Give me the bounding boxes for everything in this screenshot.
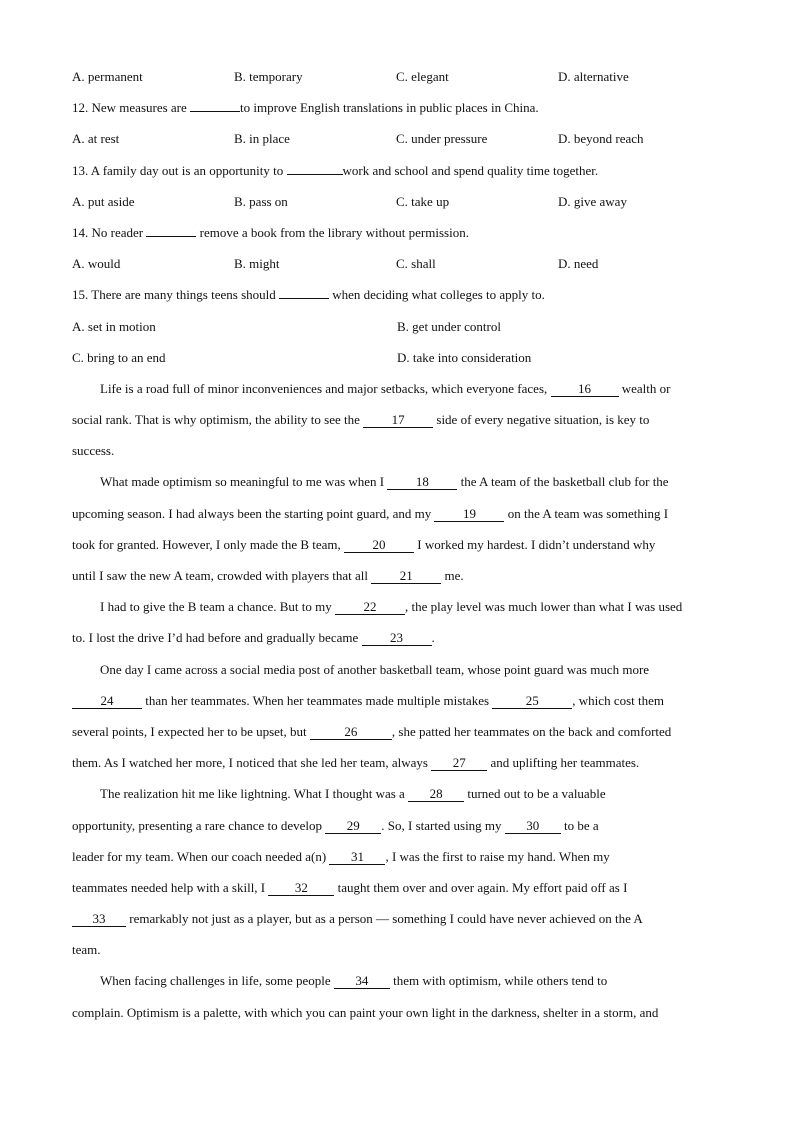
passage-line: One day I came across a social media post of another basketball team, whose point guard was much more [100,661,650,677]
passage-line: until I saw the new A team, crowded with players that all 21 me. [72,568,464,583]
cloze-blank-17: 17 [363,413,433,428]
passage-line: upcoming season. I had always been the starting point guard, and my 19 on the A team was something I [72,505,669,521]
question-14: 14. No reader remove a book from the library without permission. [72,217,724,248]
option-d[interactable]: D. take into consideration [397,349,532,365]
answer-blank [146,222,196,237]
option-a[interactable]: A. put aside [72,193,135,209]
passage-line: team. [72,942,101,958]
option-a[interactable]: A. permanent [72,69,143,84]
passage-line: When facing challenges in life, some people 34 them with optimism, while others tend to [100,973,608,989]
cloze-blank-34: 34 [334,974,390,989]
cloze-blank-24: 24 [72,694,142,709]
passage-line: 33 remarkably not just as a player, but as a person — something I could have never achieved on the A [72,903,724,934]
cloze-blank-18: 18 [387,475,457,490]
cloze-blank-32: 32 [268,881,334,896]
q12-options [72,123,724,154]
cloze-blank-31: 31 [329,850,385,865]
q13-options [72,186,724,217]
option-b[interactable]: B. might [234,256,280,272]
option-a[interactable]: A. at rest [72,131,120,147]
question-12: 12. New measures are to improve English translations in public places in China. [72,92,724,123]
q14-options [72,248,724,279]
option-d[interactable]: D. give away [558,193,627,209]
passage-line: opportunity, presenting a rare chance to develop 29 . So, I started using my 30 to be a [72,817,599,833]
option-c[interactable]: C. take up [396,193,450,209]
cloze-blank-28: 28 [408,787,464,802]
cloze-blank-21: 21 [371,569,441,584]
answer-blank [287,160,343,175]
option-c[interactable]: C. bring to an end [72,349,166,365]
cloze-blank-26: 26 [310,725,392,740]
passage-line: took for granted. However, I only made the B team, 20 I worked my hardest. I didn’t understand why [72,536,656,552]
option-d[interactable]: D. beyond reach [558,131,644,147]
passage-line: What made optimism so meaningful to me was when I 18 the A team of the basketball club for the [100,474,669,490]
cloze-blank-29: 29 [325,819,381,834]
option-d[interactable]: D. alternative [558,69,629,84]
cloze-blank-33: 33 [72,912,126,927]
option-b[interactable]: B. temporary [234,69,303,84]
passage-line: I had to give the B team a chance. But to my 22 , the play level was much lower than what I was used [100,599,683,615]
option-a[interactable]: A. would [72,256,121,272]
cloze-blank-19: 19 [434,507,504,522]
cloze-blank-27: 27 [431,756,487,771]
q15-options-row1 [72,311,724,342]
option-c[interactable]: C. under pressure [396,131,488,147]
passage-line: teammates needed help with a skill, I 32 taught them over and over again. My effort paid off as I [72,879,628,895]
cloze-blank-25: 25 [492,694,572,709]
answer-blank [190,97,240,112]
passage-line: The realization hit me like lightning. What I thought was a 28 turned out to be a valuable [100,786,606,802]
passage-line: them. As I watched her more, I noticed that she led her team, always 27 and uplifting her teammates. [72,755,640,771]
option-d[interactable]: D. need [558,256,599,272]
option-b[interactable]: B. get under control [397,318,501,334]
passage-line: success. [72,443,115,459]
option-b[interactable]: B. pass on [234,193,288,209]
cloze-blank-16: 16 [551,382,619,397]
question-15: 15. There are many things teens should when deciding what colleges to apply to. [72,279,724,310]
passage-line: complain. Optimism is a palette, with which you can paint your own light in the darkness, shelter in a storm, and [72,1004,659,1020]
passage-line: several points, I expected her to be upset, but 26 , she patted her teammates on the back and comforted [72,723,672,739]
option-b[interactable]: B. in place [234,131,290,147]
cloze-blank-20: 20 [344,538,414,553]
option-c[interactable]: C. elegant [396,69,449,84]
passage-line: 24 than her teammates. When her teammates made multiple mistakes 25 , which cost them [72,685,724,716]
option-a[interactable]: A. set in motion [72,318,156,334]
question-13: 13. A family day out is an opportunity to work and school and spend quality time together. [72,155,724,186]
passage-line: leader for my team. When our coach needed a(n) 31 , I was the first to raise my hand. When my [72,848,610,864]
option-c[interactable]: C. shall [396,256,436,272]
answer-blank [279,284,329,299]
q11-options [72,61,724,92]
passage-line: social rank. That is why optimism, the ability to see the 17 side of every negative situation, is key to [72,412,650,428]
worksheet-page [72,61,724,1028]
passage-line: to. I lost the drive I’d had before and gradually became 23 . [72,630,435,646]
cloze-blank-23: 23 [362,631,432,646]
passage-line: Life is a road full of minor inconveniences and major setbacks, which everyone faces, 16 wealth or [100,380,671,396]
q15-options-row2 [72,342,724,373]
cloze-blank-30: 30 [505,819,561,834]
cloze-blank-22: 22 [335,600,405,615]
